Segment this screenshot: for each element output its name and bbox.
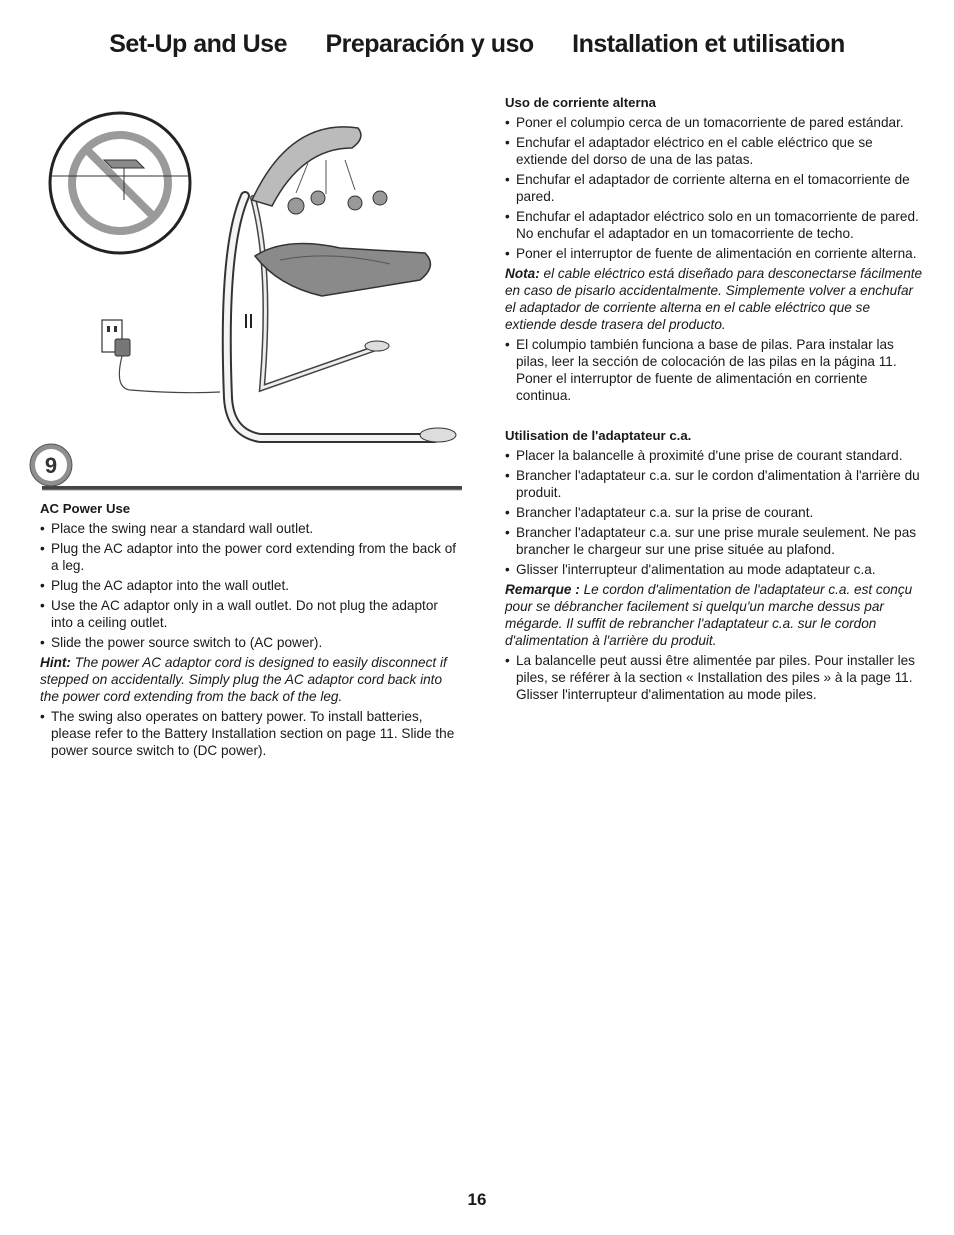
- list-item: • Plug the AC adaptor into the wall outlet.: [40, 577, 460, 594]
- page-number: 16: [467, 1190, 487, 1209]
- note-text: The power AC adaptor cord is designed to easily disconnect if stepped on accidentally. Simply plug the AC adaptor cord back into the power cord extending from the back of the leg.: [40, 655, 447, 704]
- no-ceiling-outlet-icon: [50, 113, 190, 253]
- list-item: • Placer la balancelle à proximité d'une prise de courant standard.: [505, 447, 925, 464]
- step-number: 9: [44, 453, 58, 478]
- note-label: Remarque :: [505, 582, 580, 597]
- note-text: el cable eléctrico está diseñado para desconectarse fácilmente en caso de pisarlo accidentalmente. Simplemente volver a enchufar el adaptador de corriente alterna en el cable eléctrico que se extiende desde trasera del producto.: [505, 266, 923, 332]
- list-item: • Glisser l'interrupteur d'alimentation au mode adaptateur c.a.: [505, 561, 925, 578]
- section-heading: Uso de corriente alterna: [505, 95, 656, 110]
- list-item: • La balancelle peut aussi être alimentée par piles. Pour installer les piles, se référer à la section « Installation des piles » à la page 11. Glisser l'interrupteur d'alimentation au mode piles.: [505, 652, 925, 703]
- list-item: • Enchufar el adaptador eléctrico solo en un tomacorriente de pared. No enchufar el adaptador en un tomacorriente de techo.: [505, 208, 925, 242]
- step-header: [28, 440, 464, 494]
- english-section: [40, 500, 460, 762]
- title-french: Installation et utilisation: [572, 30, 845, 58]
- page-title: [0, 30, 954, 59]
- swing-power-illustration: [40, 88, 470, 453]
- list-item: • Brancher l'adaptateur c.a. sur une prise murale seulement. Ne pas brancher le chargeur sur une prise située au plafond.: [505, 524, 925, 558]
- list-item: • Brancher l'adaptateur c.a. sur le cordon d'alimentation à l'arrière du produit.: [505, 467, 925, 501]
- spanish-french-column: [505, 94, 925, 706]
- remarque-note: [505, 581, 925, 649]
- nota-note: [505, 265, 925, 333]
- list-item: • The swing also operates on battery power. To install batteries, please refer to the Battery Installation section on page 11. Slide the power source switch to (DC power).: [40, 708, 460, 759]
- title-spanish: Preparación y uso: [325, 30, 534, 58]
- wall-outlet-icon: [102, 320, 220, 393]
- note-label: Nota:: [505, 266, 540, 281]
- hint-note: [40, 654, 460, 705]
- list-item: • Poner el interruptor de fuente de alimentación en corriente alterna.: [505, 245, 925, 262]
- note-text: Le cordon d'alimentation de l'adaptateur c.a. est conçu pour se débrancher facilement si quelqu'un marche dessus par mégarde. Il suffit de rebrancher l'adaptateur c.a. sur le cordon d'alimentation à l'arrière du produit.: [505, 582, 913, 648]
- section-heading: Utilisation de l'adaptateur c.a.: [505, 428, 692, 443]
- baby-swing-icon: [227, 127, 456, 442]
- list-item: • El columpio también funciona a base de pilas. Para instalar las pilas, leer la sección de colocación de las pilas en la página 11. Poner el interruptor de fuente de alimentación en corriente continua.: [505, 336, 925, 404]
- note-label: Hint:: [40, 655, 71, 670]
- list-item: • Plug the AC adaptor into the power cord extending from the back of a leg.: [40, 540, 460, 574]
- list-item: • Brancher l'adaptateur c.a. sur la prise de courant.: [505, 504, 925, 521]
- list-item: • Place the swing near a standard wall outlet.: [40, 520, 460, 537]
- list-item: • Enchufar el adaptador de corriente alterna en el tomacorriente de pared.: [505, 171, 925, 205]
- list-item: • Enchufar el adaptador eléctrico en el cable eléctrico que se extiende del dorso de una de las patas.: [505, 134, 925, 168]
- list-item: • Poner el columpio cerca de un tomacorriente de pared estándar.: [505, 114, 925, 131]
- list-item: • Slide the power source switch to (AC power).: [40, 634, 460, 651]
- title-english: Set-Up and Use: [109, 30, 287, 58]
- list-item: • Use the AC adaptor only in a wall outlet. Do not plug the adaptor into a ceiling outlet.: [40, 597, 460, 631]
- section-heading: AC Power Use: [40, 501, 131, 516]
